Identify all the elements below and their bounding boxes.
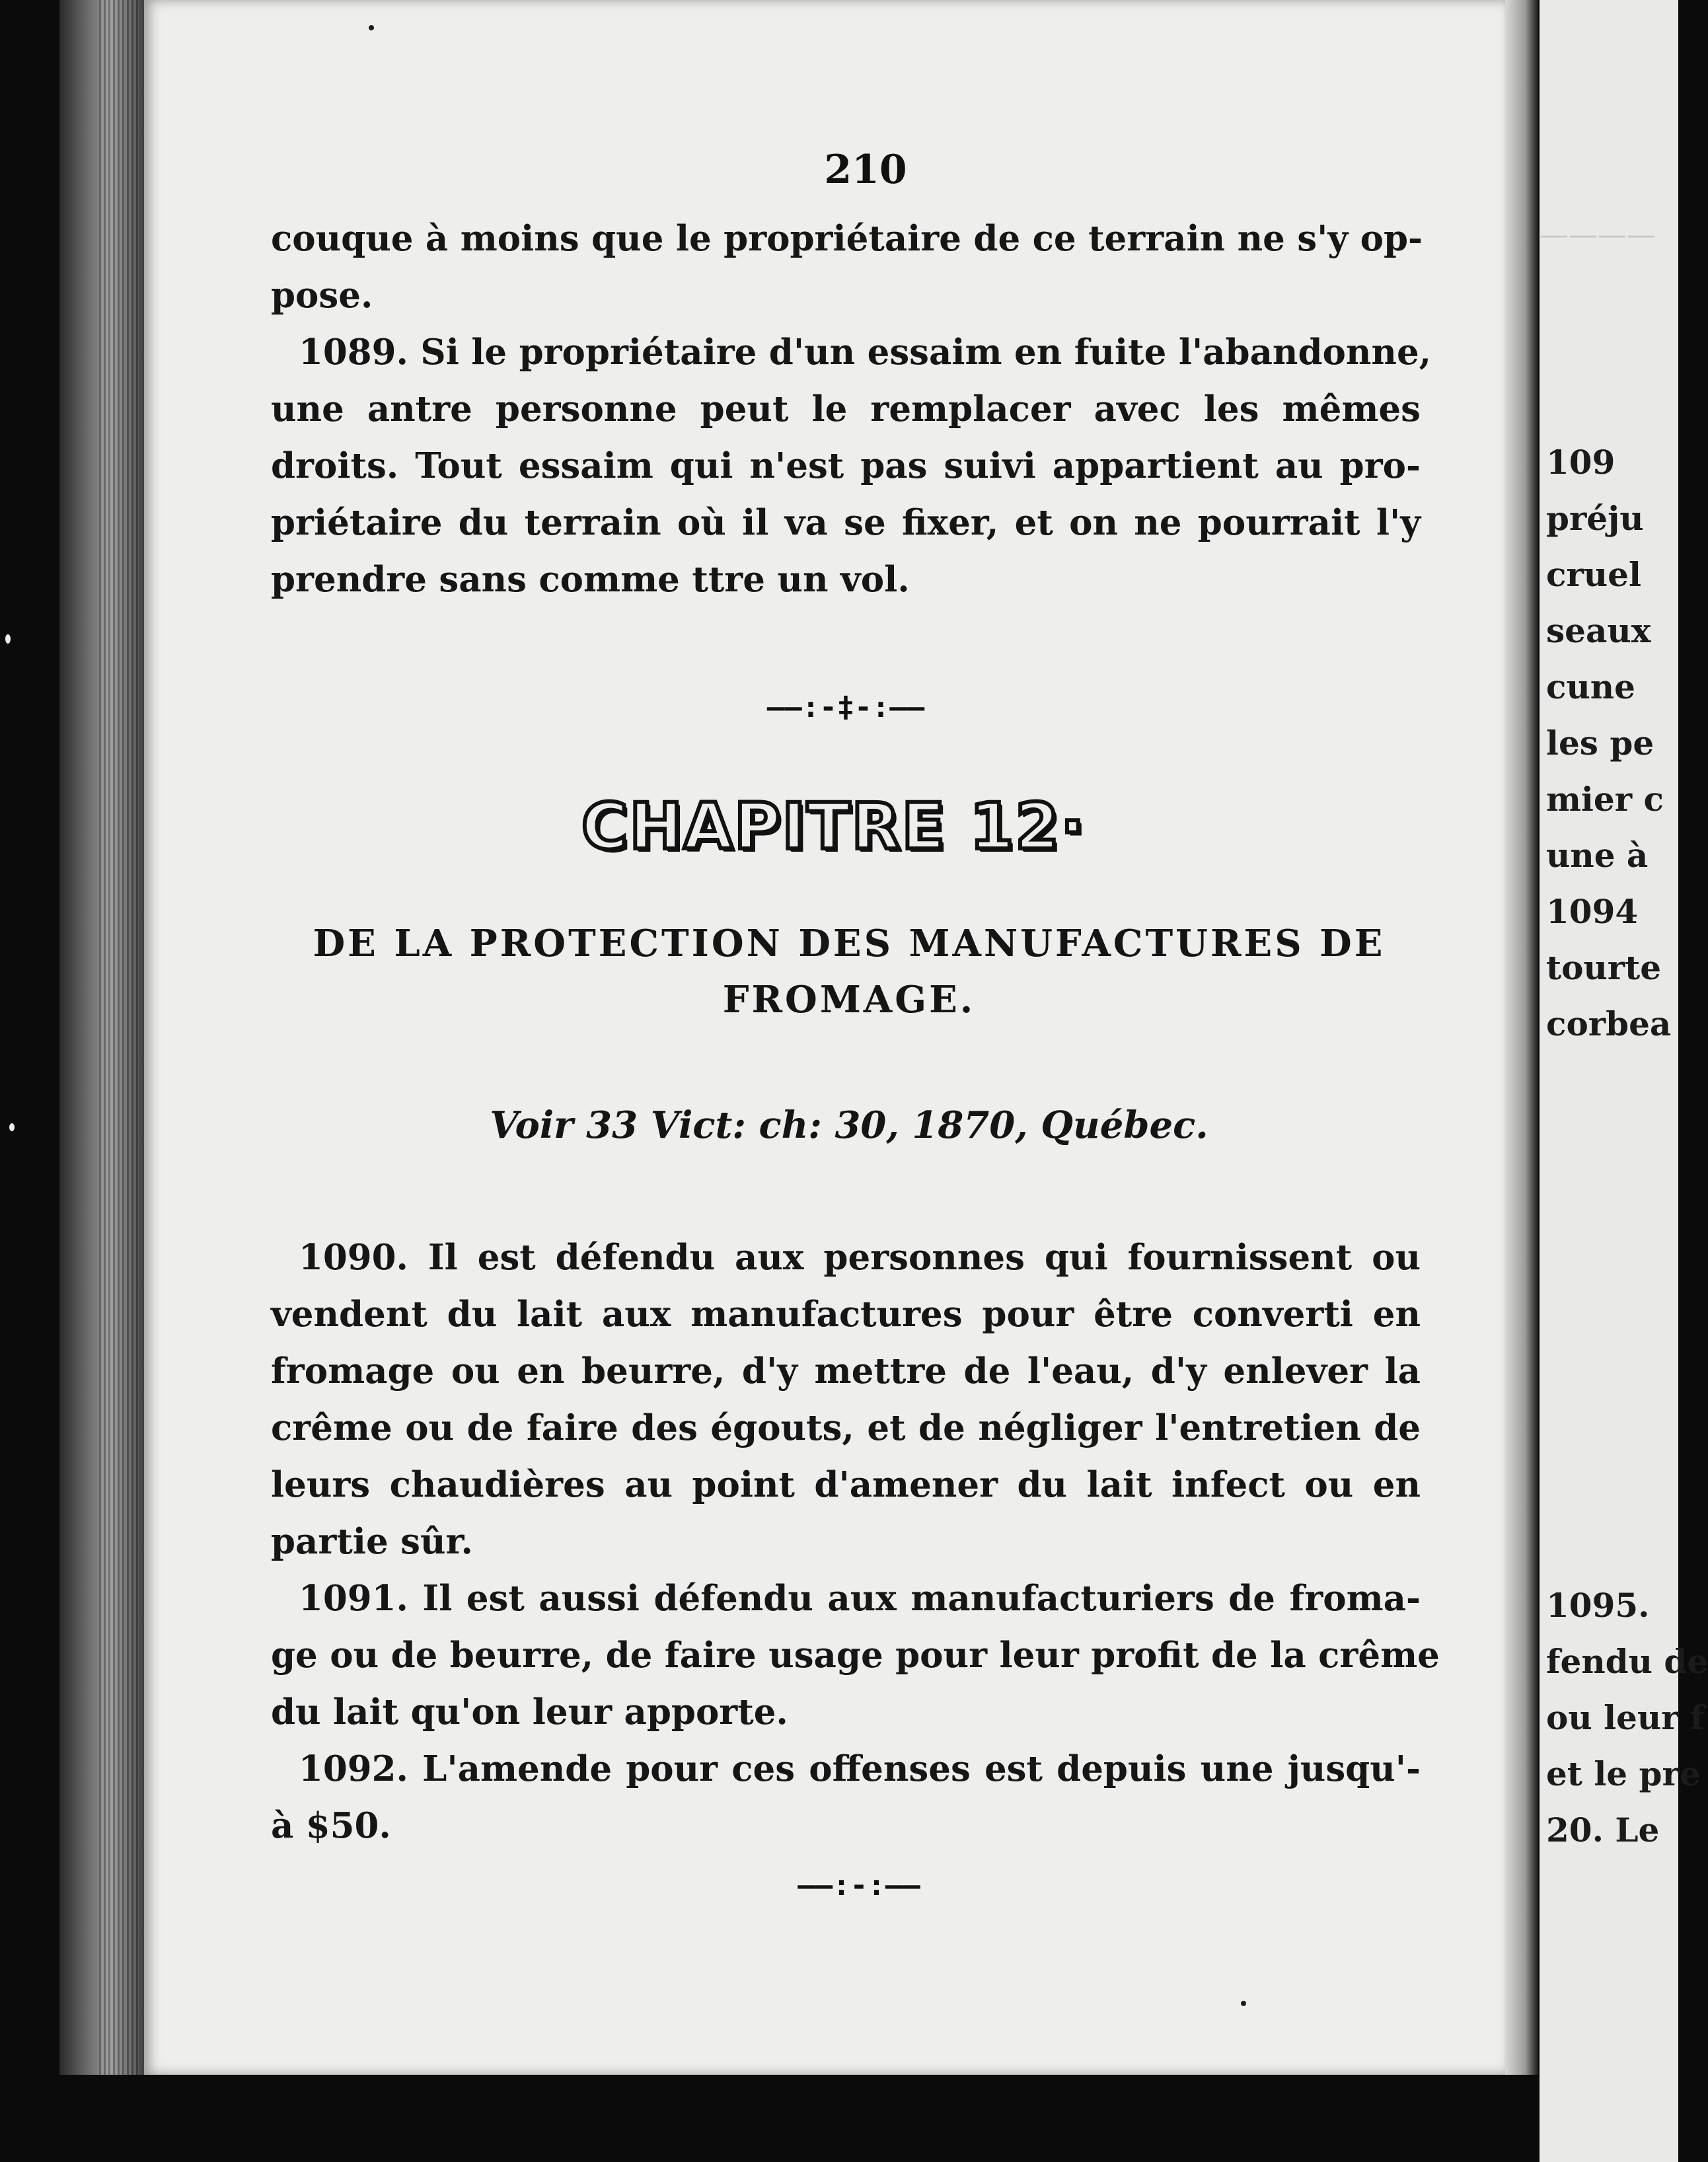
paragraph-1091 (271, 1570, 1440, 1740)
text-line: pose. (271, 275, 373, 316)
text-line: leurs chaudières au point d'amener du lait infect ou en (271, 1464, 1421, 1505)
scan-speck (1241, 2001, 1246, 2006)
facing-line: et le pre (1546, 1754, 1701, 1793)
page-number: 210 (824, 147, 907, 193)
facing-line: ou leur f (1546, 1698, 1705, 1737)
text-line: crême ou de faire des égouts, et de négliger l'entretien de (271, 1407, 1421, 1448)
text-line: prendre sans comme ttre un vol. (271, 559, 910, 600)
facing-line: fendu de (1546, 1642, 1708, 1681)
facing-line: cune (1546, 667, 1635, 706)
page-gutter (1505, 0, 1538, 2075)
facing-line: mier c (1546, 780, 1664, 819)
text-line: couque à moins que le propriétaire de ce terrain ne s'y op- (271, 218, 1423, 259)
section-title-line: DE LA PROTECTION DES MANUFACTURES DE (313, 922, 1386, 965)
facing-line: 1094 (1546, 892, 1639, 931)
facing-line: cruel (1546, 555, 1641, 594)
facing-line: 109 (1546, 443, 1615, 482)
section-divider: ——:-:—— (798, 1869, 920, 1902)
text-line: fromage ou en beurre, d'y mettre de l'eau, d'y enlever la (271, 1351, 1421, 1392)
text-line: 1092. L'amende pour ces offenses est depuis une jusqu'- (299, 1748, 1421, 1789)
facing-line: seaux (1546, 611, 1651, 650)
text-line: 1089. Si le propriétaire d'un essaim en fuite l'abandonne, (299, 332, 1432, 373)
facing-ghost-text: ———— (1540, 218, 1656, 252)
section-title-line: FROMAGE. (722, 978, 976, 1022)
facing-line: 1095. (1546, 1586, 1650, 1625)
text-line: du lait qu'on leur apporte. (271, 1692, 788, 1733)
facing-line: tourte (1546, 948, 1662, 987)
facing-page (1540, 0, 1708, 2162)
text-line: à $50. (271, 1805, 391, 1846)
facing-line: corbea (1546, 1004, 1672, 1043)
text-line: une antre personne peut le remplacer avec les mêmes (271, 389, 1421, 429)
text-line: 1090. Il est défendu aux personnes qui fournissent ou (299, 1237, 1421, 1278)
facing-line: les pe (1546, 724, 1654, 763)
paragraph-1092 (271, 1740, 1421, 1854)
scan-speck (369, 25, 374, 30)
text-line: droits. Tout essaim qui n'est pas suivi appartient au pro- (271, 445, 1421, 486)
section-divider: ——:-‡-:—— (766, 690, 925, 724)
legal-reference: Voir 33 Vict: ch: 30, 1870, Québec. (490, 1103, 1208, 1147)
paragraph-1089 (271, 210, 1432, 608)
text-line: ge ou de beurre, de faire usage pour leur profit de la crême (271, 1635, 1440, 1676)
text-line: vendent du lait aux manufactures pour être converti en (271, 1294, 1421, 1335)
text-line: priétaire du terrain où il va se fixer, et on ne pourrait l'y (271, 502, 1421, 543)
text-line: partie sûr. (271, 1521, 473, 1562)
facing-line: une à (1546, 836, 1649, 875)
facing-line: préju (1546, 499, 1644, 538)
scan-speck (9, 1123, 15, 1131)
facing-line: 20. Le (1546, 1810, 1660, 1849)
chapter-title: CHAPITRE 12· (581, 790, 1086, 864)
text-line: 1091. Il est aussi défendu aux manufacturiers de froma- (299, 1578, 1421, 1619)
paragraph-1090 (271, 1229, 1421, 1570)
page-edges (99, 0, 139, 2075)
scan-speck (5, 634, 11, 644)
